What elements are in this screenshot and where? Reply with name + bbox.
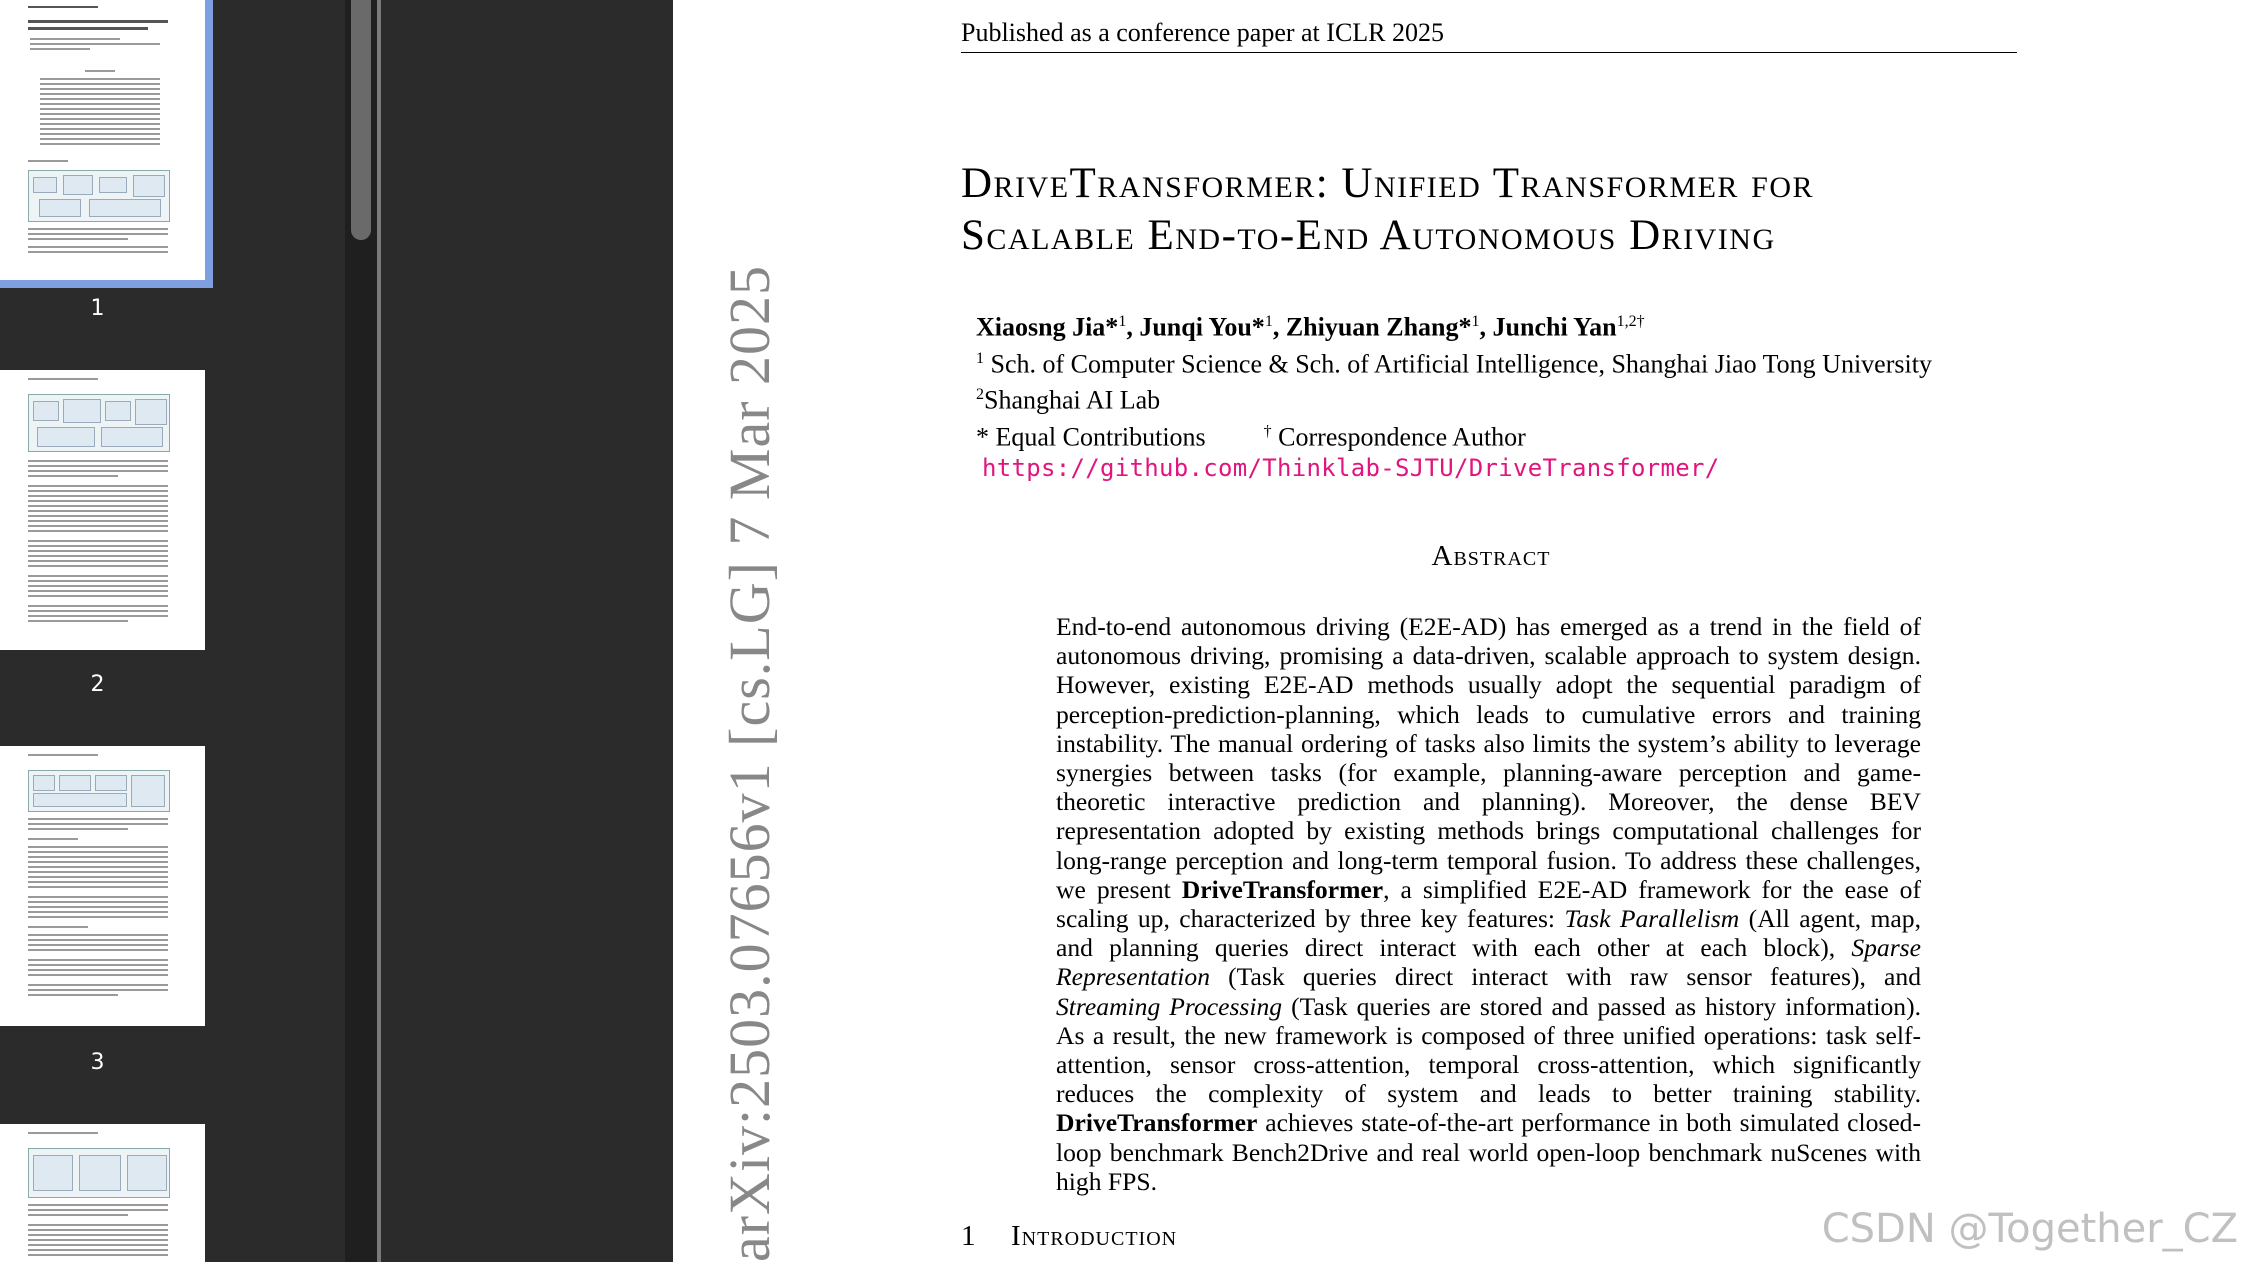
affiliation-2-mark: 2 bbox=[976, 386, 984, 404]
thumbnail-label-2: 2 bbox=[90, 672, 105, 697]
author-4-affil: 1,2† bbox=[1616, 313, 1645, 330]
page-thumbnail-4[interactable] bbox=[0, 1124, 205, 1262]
author-block bbox=[976, 306, 1932, 484]
watermark: CSDN @Together_CZ bbox=[1821, 1206, 2238, 1252]
paper-title bbox=[961, 158, 2021, 262]
affiliation-1 bbox=[976, 343, 1932, 380]
document-page bbox=[673, 0, 2254, 1262]
page-thumbnail-3[interactable] bbox=[0, 746, 205, 1026]
sidebar-scrollbar-thumb[interactable] bbox=[351, 0, 371, 240]
abstract-part-3: (All agent, map, and planning queries direct interact with each other at each block), bbox=[1056, 904, 1921, 963]
author-2: Junqi You* bbox=[1139, 312, 1265, 342]
equal-contribution-note: * Equal Contributions bbox=[976, 422, 1206, 452]
viewer-background bbox=[381, 0, 673, 1262]
abstract-bold-2: DriveTransformer bbox=[1056, 1108, 1258, 1138]
abstract-italic-2: Sparse Representation bbox=[1056, 933, 1921, 992]
correspondence-note: Correspondence Author bbox=[1278, 422, 1526, 452]
affiliation-1-text: Sch. of Computer Science & Sch. of Artificial Intelligence, Shanghai Jiao Tong University bbox=[990, 349, 1932, 379]
author-1: Xiaosng Jia* bbox=[976, 312, 1119, 342]
author-2-affil: 1 bbox=[1264, 313, 1273, 330]
author-1-affil: 1 bbox=[1118, 313, 1127, 330]
contribution-notes bbox=[976, 416, 1932, 453]
abstract-heading: Abstract bbox=[1431, 540, 1551, 572]
section-title: Introduction bbox=[1011, 1220, 1178, 1252]
author-3: Zhiyuan Zhang* bbox=[1285, 312, 1472, 342]
thumbnail-label-1: 1 bbox=[90, 296, 105, 321]
abstract-italic-3: Streaming Processing bbox=[1056, 991, 1283, 1021]
section-number: 1 bbox=[961, 1220, 977, 1252]
abstract-part-5: (Task queries are stored and passed as history information). As a result, the new framework is composed of three unified operations: task self-attention, sensor cross-attention, temporal cross-attention, which significantly reduces the complexity of system and leads to better training stability. bbox=[1056, 991, 1921, 1109]
title-line-1: DriveTransformer: Unified Transformer for bbox=[961, 160, 1815, 207]
abstract-part-4: (Task queries direct interact with raw sensor features), and bbox=[1210, 962, 1921, 992]
author-3-affil: 1 bbox=[1471, 313, 1480, 330]
page-thumbnail-1[interactable] bbox=[0, 0, 205, 280]
abstract-text bbox=[1056, 612, 1921, 1196]
abstract-part-6: achieves state-of-the-art performance in both simulated closed-loop benchmark Bench2Drive and real world open-loop benchmark nuScenes with high FPS. bbox=[1056, 1108, 1921, 1196]
correspondence-mark: † bbox=[1263, 422, 1272, 440]
abstract-bold-1: DriveTransformer bbox=[1181, 874, 1384, 904]
thumbnail-sidebar bbox=[0, 0, 345, 1262]
thumbnail-label-3: 3 bbox=[90, 1050, 105, 1075]
author-names: Xiaosng Jia*$^1$, Junqi You*$^1$, Zhiyuan Zhang*$^1$, Junchi Yan$^{1,2\dagger}$ bbox=[976, 312, 1645, 342]
affiliation-2-text: Shanghai AI Lab bbox=[984, 385, 1161, 415]
page-thumbnail-2[interactable] bbox=[0, 370, 205, 650]
title-line-2: Scalable End-to-End Autonomous Driving bbox=[961, 212, 1776, 259]
author-4: Junchi Yan bbox=[1492, 312, 1617, 342]
affiliation-1-mark: 1 bbox=[976, 349, 984, 367]
running-header: Published as a conference paper at ICLR 2025 bbox=[961, 18, 2017, 53]
abstract-part-1: End-to-end autonomous driving (E2E-AD) has emerged as a trend in the field of autonomous driving, promising a data-driven, scalable approach to system design. However, existing E2E-AD methods usually adopt the sequential paradigm of perception-prediction-planning, which leads to cumulative errors and training instability. The manual ordering of tasks also limits the system’s ability to leverage synergies between tasks (for example, planning-aware perception and game-theoretic interactive prediction and planning). Moreover, the dense BEV representation adopted by existing methods brings computational challenges for long-range perception and long-term temporal fusion. To address these challenges, we present bbox=[1056, 612, 1921, 904]
abstract-part-2: , a simplified E2E-AD framework for the ease of scaling up, characterized by three key features: bbox=[1056, 874, 1922, 934]
abstract-italic-1: Task Parallelism bbox=[1564, 904, 1740, 934]
affiliation-2 bbox=[976, 379, 1932, 416]
github-repo-link[interactable]: https://github.com/Thinklab-SJTU/DriveTransformer/ bbox=[982, 453, 1720, 482]
section-heading bbox=[961, 1220, 1177, 1253]
arxiv-identifier: arXiv:2503.07656v1 [cs.LG] 7 Mar 2025 bbox=[717, 264, 782, 1262]
